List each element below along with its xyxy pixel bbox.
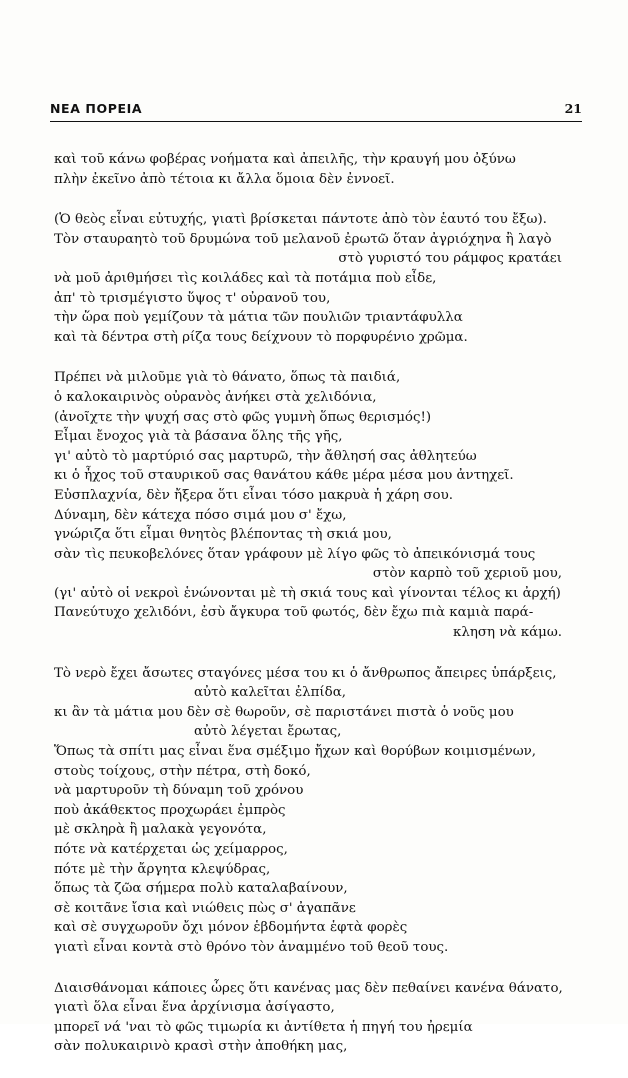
poem-line: μπορεῖ νά 'ναι τὸ φῶς τιμωρία κι ἀντίθετα ἡ πηγή του ἠρεμία <box>54 1019 473 1035</box>
poem-line: στὸν καρπὸ τοῦ χεριοῦ μου, <box>372 566 562 582</box>
poem-line: στοὺς τοίχους, στὴν πέτρα, στὴ δοκό, <box>54 763 311 779</box>
poem-body <box>54 150 582 1078</box>
poem-line: αὐτὸ λέγεται ἔρωτας, <box>194 724 342 740</box>
stanza <box>54 150 582 189</box>
poem-line: σὰν πολυκαιρινὸ κρασὶ στὴν ἀποθήκη μας, <box>54 1039 348 1055</box>
poem-line: ὁ καλοκαιρινὸς οὐρανὸς ἀνήκει στὰ χελιδόνια, <box>54 389 377 405</box>
poem-line: σὰν τὶς πευκοβελόνες ὅταν γράφουν μὲ λίγο φῶς τὸ ἀπεικόνισμά τους <box>54 546 536 562</box>
poem-line: σὲ κοιτᾶνε ἴσια καὶ νιώθεις πὼς σ' ἀγαπᾶνε <box>54 900 356 916</box>
poem-line: νὰ μοῦ ἀριθμήσει τὶς κοιλάδες καὶ τὰ ποτάμια ποὺ εἶδε, <box>54 270 437 286</box>
poem-line: γιατὶ εἶναι κοντὰ στὸ θρόνο τὸν ἀναμμένο τοῦ θεοῦ τους. <box>54 939 449 955</box>
poem-line: Εἶμαι ἔνοχος γιὰ τὰ βάσανα ὅλης τῆς γῆς, <box>54 429 343 445</box>
poem-line: καὶ τοῦ κάνω φοβέρας νοήματα καὶ ἀπειλῆς, τὴν κραυγή μου ὀξύνω <box>54 152 516 167</box>
poem-line: μὲ σκληρὰ ἢ μαλακὰ γεγονότα, <box>54 822 267 838</box>
page-header <box>50 101 582 121</box>
poem-line: ἀπ' τὸ τρισμέγιστο ὕψος τ' οὐρανοῦ του, <box>54 290 331 306</box>
page-number: 21 <box>564 101 582 116</box>
poem-line: κι ὁ ἦχος τοῦ σταυρικοῦ σας θανάτου κάθε μέρα μέσα μου ἀντηχεῖ. <box>54 468 514 484</box>
poem-line: (ἀνοῖχτε τὴν ψυχή σας στὸ φῶς γυμνὴ ὅπως θερισμός!) <box>54 409 432 425</box>
poem-line: γνώριζα ὅτι εἶμαι θνητὸς βλέποντας τὴ σκιά μου, <box>54 527 392 543</box>
poem-line: πλὴν ἐκεῖνο ἀπὸ τέτοια κι ἄλλα ὅμοια δὲν ἐννοεῖ. <box>54 171 395 187</box>
stanza <box>54 210 582 347</box>
poem-line: καὶ τὰ δέντρα στὴ ρίζα τους δείχνουν τὸ πορφυρένιο χρῶμα. <box>54 329 468 345</box>
poem-line: (γι' αὐτὸ οἱ νεκροὶ ἑνώνονται μὲ τὴ σκιά τους καὶ γίνονται τέλος κι ἀρχή) <box>54 585 561 601</box>
poem-line: Ὅπως τὰ σπίτι μας εἶναι ἕνα σμέξιμο ἤχων καὶ θορύβων κοιμισμένων, <box>54 744 537 760</box>
poem-line: Δύναμη, δὲν κάτεχα πόσο σιμά μου σ' ἔχω, <box>54 507 347 523</box>
poem-line: νὰ μαρτυροῦν τὴ δύναμη τοῦ χρόνου <box>54 783 304 799</box>
header-rule <box>50 121 582 122</box>
poem-line: καὶ σὲ συγχωροῦν ὄχι μόνον ἑβδομήντα ἑφτὰ φορὲς <box>54 920 408 936</box>
poem-line: γι' αὐτὸ τὸ μαρτύριό σας μαρτυρῶ, τὴν ἄθλησή σας ἀθλητεύω <box>54 448 477 464</box>
poem-line: πότε νὰ κατέρχεται ὡς χείμαρρος, <box>54 842 288 857</box>
stanza <box>54 368 582 642</box>
poem-line: Πανεύτυχο χελιδόνι, ἐσὺ ἄγκυρα τοῦ φωτός, δὲν ἔχω πιὰ καμιὰ παρά- <box>54 605 534 621</box>
stanza <box>54 664 582 958</box>
poem-line: (Ὁ θεὸς εἶναι εὐτυχής, γιατὶ βρίσκεται πάντοτε ἀπὸ τὸν ἑαυτό του ἔξω). <box>54 212 547 228</box>
poem-line: αὐτὸ καλεῖται ἐλπίδα, <box>194 685 347 701</box>
poem-line: πότε μὲ τὴν ἄργητα κλεψύδρας, <box>54 861 271 877</box>
running-head: ΝΕΑ ΠΟΡΕΙΑ <box>50 101 143 116</box>
poem-line: Τὸ νερὸ ἔχει ἄσωτες σταγόνες μέσα του κι ὁ ἄνθρωπος ἄπειρες ὑπάρξεις, <box>54 665 557 681</box>
stanza <box>54 979 582 1057</box>
poem-line: Εὐσπλαχνία, δὲν ἤξερα ὅτι εἶναι τόσο μακρυὰ ἡ χάρη σου. <box>54 487 453 503</box>
poem-line: γιατὶ ὅλα εἶναι ἕνα ἀρχίνισμα ἀσίγαστο, <box>54 1000 335 1016</box>
poem-line: ὅπως τὰ ζῶα σήμερα πολὺ καταλαβαίνουν, <box>54 881 348 897</box>
poem-line: κληση νὰ κάμω. <box>452 625 562 641</box>
poem-line: Πρέπει νὰ μιλοῦμε γιὰ τὸ θάνατο, ὅπως τὰ παιδιά, <box>54 370 401 386</box>
poem-line: Τὸν σταυραητὸ τοῦ δρυμώνα τοῦ μελανοῦ ἐρωτῶ ὅταν ἀγριόχηνα ἢ λαγὸ <box>54 231 552 247</box>
poem-line: Διαισθάνομαι κάποιες ὧρες ὅτι κανένας μας δὲν πεθαίνει κανένα θάνατο, <box>54 980 563 996</box>
poem-line: κι ἂν τὰ μάτια μου δὲν σὲ θωροῦν, σὲ παριστάνει πιστὰ ὁ νοῦς μου <box>54 704 514 720</box>
poem-line: ποὺ ἀκάθεκτος προχωράει ἐμπρὸς <box>54 802 286 818</box>
poem-line: στὸ γυριστό του ράμφος κρατάει <box>338 251 562 267</box>
poem-line: τὴν ὥρα ποὺ γεμίζουν τὰ μάτια τῶν πουλιῶν τριαντάφυλλα <box>54 310 463 326</box>
